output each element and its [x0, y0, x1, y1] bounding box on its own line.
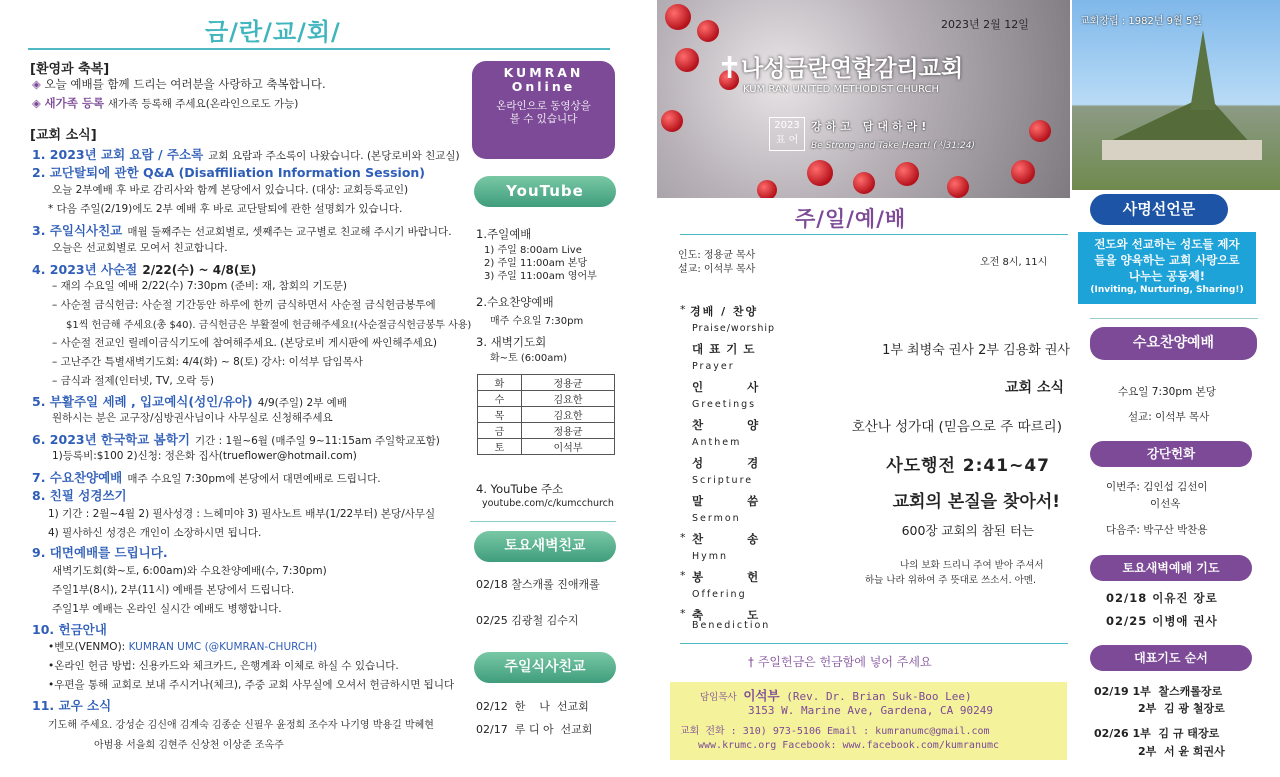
news-item-4-line: – 재의 수요일 예배 2/22(수) 7:30pm (준비: 재, 참회의 기도문)	[52, 280, 348, 292]
dawn-prayer-table	[477, 374, 615, 455]
news-item-5: 5. 부활주일 세례 , 입교예식(성인/유아) 4/9(주일) 2부 예배	[32, 394, 347, 409]
church-wall-shape	[1102, 140, 1262, 160]
service-item	[680, 605, 1070, 635]
sunday-service-line: 2) 주일 11:00am 본당	[484, 258, 588, 269]
service-item-en: Benediction	[692, 620, 771, 631]
berry-decoration	[661, 110, 683, 132]
sunday-service-line: 3) 주일 11:00am 영어부	[484, 271, 597, 282]
dawn-prayer-heading: 3. 새벽기도회	[476, 335, 547, 349]
motto-year: 2023	[774, 120, 800, 131]
news-item-10-line: •우편을 통해 교회로 보내 주시거나(체크), 주중 교회 사무실에 오셔서 헌금하시면 됩니다	[48, 679, 455, 691]
sunday-meal-line: 02/12 한 나 선교회	[476, 700, 589, 713]
table-row	[478, 375, 615, 391]
service-item-en: Sermon	[692, 513, 741, 524]
service-item-ko: 축도	[692, 608, 803, 622]
service-item-ko: 인사	[692, 380, 803, 394]
motto-ko: 강하고 담대하라!	[811, 120, 931, 133]
service-item-value: 호산나 성가대 (믿음으로 주 따르리)	[851, 419, 1062, 435]
church-photo	[1072, 0, 1280, 190]
bulletin-title: 금/란/교/회/	[205, 18, 341, 46]
altar-flowers-line: 다음주: 박구산 박찬용	[1106, 524, 1208, 536]
mission-text-en: (Inviting, Nurturing, Sharing!)	[1090, 285, 1244, 295]
service-item-ko: 찬양	[692, 418, 803, 432]
news-item-11-line: 아범용 서을희 김현주 신상천 이상준 조옥주	[94, 740, 284, 751]
table-cell: 김요한	[522, 391, 615, 407]
news-item-4-line: $1씩 헌금해 주세요(총 $40). 금식헌금은 부활절에 헌금해주세요!(사순절금식헌금봉투 사용)	[66, 320, 472, 331]
altar-flowers-line: 이번주: 김인섭 김선이	[1106, 481, 1208, 493]
berry-decoration	[1029, 120, 1051, 142]
news-item-4: 4. 2023년 사순절 2/22(수) ~ 4/8(토)	[32, 262, 257, 277]
offering-note: † 주일헌금은 헌금함에 넣어 주세요	[748, 655, 932, 669]
table-cell: 수	[478, 391, 522, 407]
motto-en: Be Strong and Take Heart! (시31:24)	[811, 141, 975, 151]
altar-flowers-line: 이선옥	[1150, 498, 1181, 510]
news-item-4-line: – 사순절 금식헌금: 사순절 기간동안 하루에 한끼 금식하면서 사순절 금식헌금봉투에	[52, 299, 436, 311]
news-item-7: 7. 수요찬양예배 매주 수요일 7:30pm에 본당에서 대면예배로 드립니다.	[32, 470, 381, 485]
news-item-6: 6. 2023년 한국학교 봄학기 기간 : 1월~6월 (매주일 9~11:15am 주일학교포함)	[32, 432, 440, 447]
news-item-9-line: 새벽기도회(화~토, 6:00am)와 수요찬양예배(수, 7:30pm)	[52, 565, 327, 577]
berry-decoration	[697, 20, 719, 42]
berry-decoration	[853, 172, 875, 194]
service-item-en: Greetings	[692, 399, 757, 410]
news-item-4-line: – 고난주간 특별새벽기도회: 4/4(화) ~ 8(토) 강사: 이석부 담임목사	[52, 356, 363, 368]
representative-prayer-line: 2부 김 광 철장로	[1138, 702, 1225, 715]
berry-decoration	[807, 160, 833, 186]
mission-box	[1078, 232, 1256, 304]
youtube-address-heading: 4. YouTube 주소	[476, 482, 564, 496]
news-item-2: 2. 교단탈퇴에 관한 Q&A (Disaffiliation Information Session)	[32, 165, 426, 180]
service-item-value: 교회 소식	[1005, 380, 1064, 396]
representative-prayer-line: 02/26 1부 김 규 태장로	[1094, 727, 1220, 740]
service-preacher: 설교: 이석부 목사	[678, 264, 756, 275]
service-divider	[680, 643, 1068, 644]
standing-mark: *	[680, 607, 686, 620]
welcome-line-2: ◈ 새가족 등록 새가족 등록해 주세요(온라인으로도 가능)	[32, 96, 299, 110]
kumran-online-box[interactable]	[472, 61, 615, 159]
news-item-10-line: •온라인 헌금 방법: 신용카드와 체크카드, 은행계좌 이체로 하실 수 있습니다.	[48, 660, 399, 672]
news-item-11-line: 기도해 주세요. 강성순 김신애 김계숙 김종순 신필우 윤정희 조수자 나기영 박용길 박혜현	[48, 720, 434, 731]
youtube-address-link[interactable]: youtube.com/c/kumcchurch	[482, 498, 614, 509]
offering-prayer-line: 나의 보화 드리니 주여 받아 주셔서	[900, 560, 1044, 571]
table-row	[478, 439, 615, 455]
news-item-11: 11. 교우 소식	[32, 698, 112, 713]
news-item-10-line: •벤모(VENMO): KUMRAN UMC (@KUMRAN-CHURCH)	[48, 641, 318, 653]
news-item-10: 10. 헌금안내	[32, 622, 107, 637]
table-cell: 목	[478, 407, 522, 423]
representative-prayer-line: 02/19 1부 찰스캐롤장로	[1094, 685, 1223, 698]
youtube-pill[interactable]: YouTube	[474, 176, 616, 207]
service-item-en: Praise/worship	[692, 323, 776, 334]
service-title: 주/일/예/배	[795, 207, 907, 231]
table-row	[478, 391, 615, 407]
service-item-value: 교회의 본질을 찾아서!	[892, 492, 1060, 512]
kumran-online-label: KUMRAN Online	[503, 65, 584, 94]
bulletin-date: 2023년 2월 12일	[941, 18, 1029, 31]
service-item-ko: 경배 / 찬양	[690, 305, 759, 318]
cover-image	[657, 0, 1070, 198]
service-item-value: 600장 교회의 참된 터는	[901, 523, 1034, 538]
altar-flowers-heading: 강단헌화	[1090, 441, 1252, 467]
service-divider	[680, 234, 1068, 235]
table-cell: 화	[478, 375, 522, 391]
diamond-icon: ◈	[32, 96, 41, 110]
saturday-prayer-line: 02/25 이병애 권사	[1106, 614, 1218, 628]
standing-mark: *	[680, 303, 686, 316]
wednesday-worship-line: 설교: 이석부 목사	[1128, 411, 1210, 423]
motto-year-box	[769, 117, 805, 151]
news-item-9: 9. 대면예배를 드립니다.	[32, 545, 168, 560]
divider	[1090, 318, 1258, 319]
wednesday-worship-heading: 수요찬양예배	[1090, 327, 1257, 360]
standing-mark: *	[680, 531, 686, 544]
berry-decoration	[947, 176, 969, 198]
service-item-value: 사도행전 2:41~47	[886, 456, 1050, 476]
berry-decoration	[665, 4, 691, 30]
service-item-ko: 대표기도	[692, 342, 761, 356]
service-item-ko: 말씀	[692, 494, 803, 508]
saturday-fellowship-pill: 토요새벽친교	[474, 531, 616, 562]
diamond-icon: ◈	[32, 77, 41, 91]
saturday-prayer-heading: 토요새벽예배 기도	[1090, 555, 1252, 581]
welcome-line-1: ◈ 오늘 예배를 함께 드리는 여러분을 사랑하고 축복합니다.	[32, 77, 326, 91]
wednesday-worship-line: 수요일 7:30pm 본당	[1118, 386, 1216, 398]
church-phone-email: 교회 전화 : 310) 973-5106 Email : kumranumc@gmail.com	[680, 726, 990, 737]
service-item-value: 1부 최병숙 권사 2부 김용화 권사	[882, 343, 1070, 358]
service-item-ko: 성경	[692, 456, 803, 470]
table-row	[478, 407, 615, 423]
sunday-meal-line: 02/17 루 디 아 선교회	[476, 723, 593, 736]
table-cell: 이석부	[522, 439, 615, 455]
berry-decoration	[757, 180, 777, 198]
berry-decoration	[895, 162, 919, 186]
news-item-2-line: 오늘 2부예배 후 바로 감리사와 함께 본당에서 있습니다. (대상: 교회등록교인)	[52, 184, 409, 196]
table-cell: 정용균	[522, 375, 615, 391]
news-item-6-line: 1)등록비:$100 2)신청: 정은화 집사(trueflower@hotmail.com)	[52, 450, 357, 462]
news-item-3-line: 오늘은 선교회별로 모여서 친교합니다.	[52, 242, 228, 254]
saturday-fellowship-line: 02/25 김광철 김수지	[476, 614, 579, 627]
news-item-8-line: 4) 필사하신 성경은 개인이 소장하시면 됩니다.	[48, 527, 262, 539]
online-description: 온라인으로 동영상을 볼 수 있습니다	[496, 100, 591, 125]
news-item-8: 8. 친필 성경쓰기	[32, 488, 127, 503]
news-item-2-line: * 다음 주일(2/19)에도 2부 예배 후 바로 교단탈퇴에 관한 설명회가 있습니다.	[48, 203, 403, 215]
wednesday-heading: 2.수요찬양예배	[476, 295, 554, 309]
service-item-en: Anthem	[692, 437, 742, 448]
pastor-contact-box	[670, 682, 1067, 760]
news-item-8-line: 1) 기간 : 2월~4월 2) 필사성경 : 느헤미야 3) 필사노트 배부(1/22부터) 본당/사무실	[48, 508, 436, 520]
service-item	[680, 339, 1070, 377]
news-item-9-line: 주일1부(8시), 2부(11시) 예배를 본당에서 드립니다.	[52, 584, 295, 596]
table-cell: 금	[478, 423, 522, 439]
service-item-en: Scripture	[692, 475, 754, 486]
service-item	[680, 377, 1070, 415]
service-item-en: Offering	[692, 589, 747, 600]
news-item-9-line: 주일1부 예배는 온라인 실시간 예배도 병행합니다.	[52, 603, 282, 615]
sunday-meal-pill: 주일식사친교	[474, 652, 616, 683]
church-tower-shape	[1190, 30, 1216, 110]
berry-decoration	[675, 48, 699, 72]
mission-heading: 사명선언문	[1090, 194, 1228, 225]
church-roof-shape	[1102, 95, 1252, 145]
service-item-en: Prayer	[692, 361, 735, 372]
service-item	[680, 301, 1070, 339]
mission-text: 전도와 선교하는 성도들 제자들을 양육하는 교회 사랑으로 나누는 공동체!	[1094, 237, 1240, 283]
saturday-prayer-line: 02/18 이유진 장로	[1106, 591, 1218, 605]
service-item-ko: 찬송	[692, 532, 803, 546]
divider	[470, 521, 616, 522]
church-address: 3153 W. Marine Ave, Gardena, CA 90249	[748, 704, 994, 717]
standing-mark: *	[680, 569, 686, 582]
table-cell: 김요한	[522, 407, 615, 423]
wednesday-line: 매주 수요일 7:30pm	[490, 316, 584, 327]
news-item-5-line: 원하시는 분은 교구장/심방권사님이나 사무실로 신청해주세요	[52, 412, 333, 424]
cross-flame-icon: ✝	[717, 51, 743, 86]
church-name-en: KUM RAN UNITED METHODIST CHURCH	[743, 84, 940, 95]
service-item-en: Hymn	[692, 551, 729, 562]
service-leader: 인도: 정용균 목사	[678, 250, 756, 261]
news-heading: [교회 소식]	[30, 128, 97, 143]
church-name-ko: 나성금란연합감리교회	[741, 56, 964, 82]
news-item-4-line: – 금식과 절제(인터넷, TV, 오락 등)	[52, 375, 214, 387]
berry-decoration	[1011, 160, 1035, 184]
news-item-4-line: – 사순절 전교인 릴레이금식기도에 참여해주세요. (본당로비 게시판에 싸인해주세요)	[52, 337, 438, 349]
offering-prayer-line: 하늘 나라 위하여 주 뜻대로 쓰소서. 아멘.	[865, 575, 1036, 586]
table-cell: 정용균	[522, 423, 615, 439]
pastor-line: 담임목사 이석부 (Rev. Dr. Brian Suk-Boo Lee)	[700, 688, 972, 703]
motto-label: 표 어	[775, 135, 799, 146]
welcome-heading: [환영과 축복]	[30, 62, 110, 77]
table-row	[478, 423, 615, 439]
service-item	[680, 453, 1070, 491]
service-item	[680, 415, 1070, 453]
church-website[interactable]: www.krumc.org Facebook: www.facebook.com/kumranumc	[698, 740, 1000, 751]
representative-prayer-heading: 대표기도 순서	[1090, 645, 1252, 671]
title-divider	[28, 48, 610, 50]
representative-prayer-line: 2부 서 윤 희권사	[1138, 745, 1225, 758]
dawn-prayer-line: 화~토 (6:00am)	[490, 353, 568, 364]
saturday-fellowship-line: 02/18 찰스캐롤 진애캐롤	[476, 578, 600, 591]
news-item-1: 1. 2023년 교회 요람 / 주소록 교회 요람과 주소록이 나왔습니다. (본당로비와 친교실)	[32, 147, 460, 162]
service-time: 오전 8시, 11시	[980, 257, 1048, 268]
news-item-3: 3. 주일식사친교 매월 둘째주는 선교회별로, 셋째주는 교구별로 친교해 주시기 바랍니다.	[32, 223, 452, 238]
founded-date: 교회창립 : 1982년 9월 5일	[1080, 16, 1202, 27]
sunday-service-line: 1) 주일 8:00am Live	[484, 245, 582, 256]
service-item-ko: 봉헌	[692, 570, 803, 584]
table-cell: 토	[478, 439, 522, 455]
sunday-service-heading: 1.주일예배	[476, 227, 532, 241]
